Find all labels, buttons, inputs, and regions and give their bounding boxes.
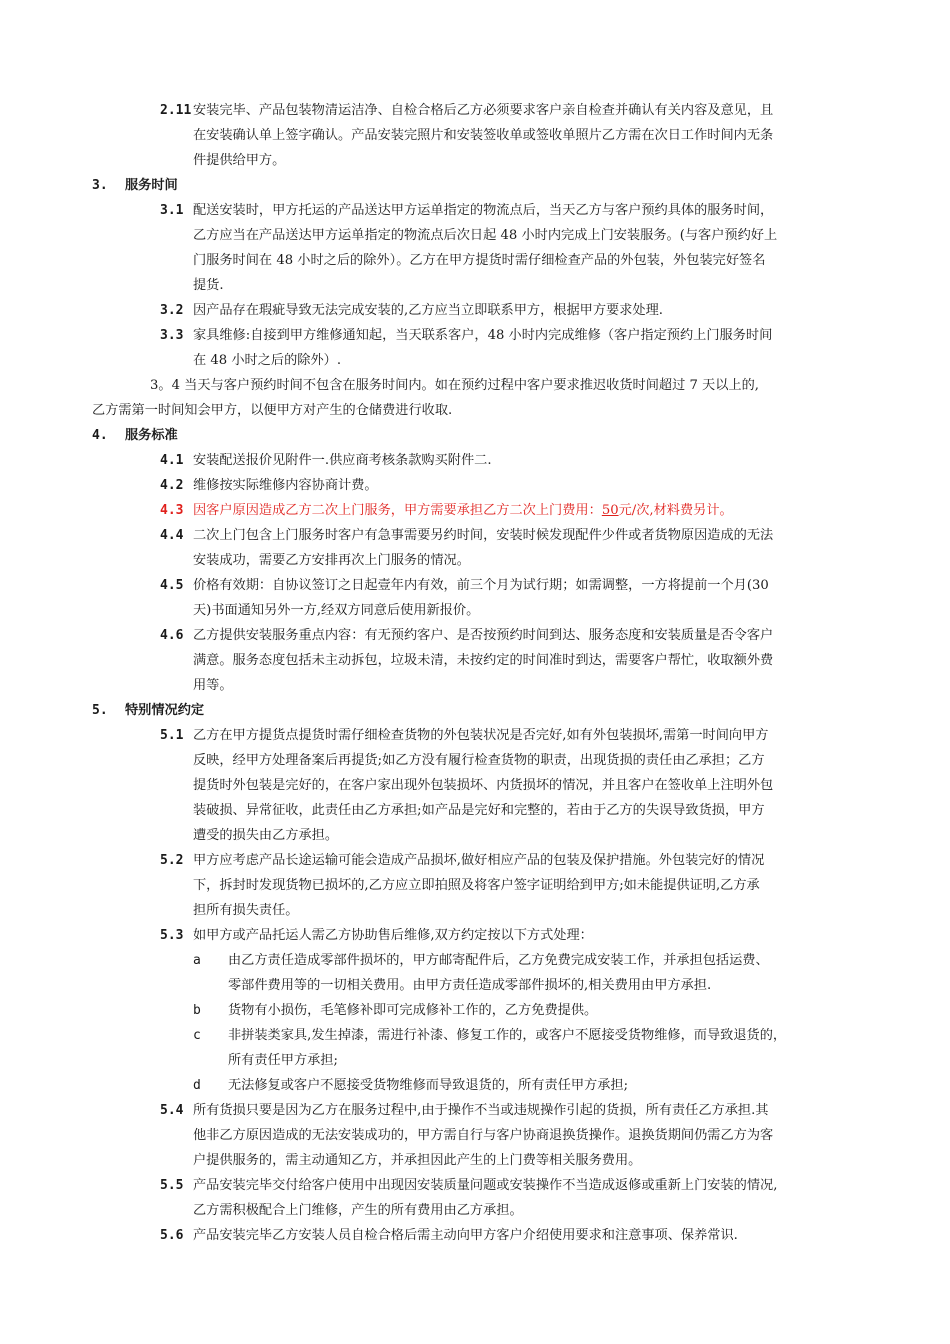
sub-item-letter: c (193, 1028, 201, 1043)
clause-text-line: 天)书面通知另外一方,经双方同意后使用新报价。 (193, 603, 480, 618)
clause-text-line: 担所有损失责任。 (193, 903, 299, 918)
clause-text-line: 他非乙方原因造成的无法安装成功的，甲方需自行与客户协商退换货操作。退换货期间仍需乙方为客 (193, 1128, 774, 1143)
fee-amount: 50 (601, 503, 619, 518)
clause-text-line: 乙方需积极配合上门维修，产生的所有费用由乙方承担。 (193, 1203, 523, 1218)
sub-item-text-line: 非拼装类家具,发生掉漆，需进行补漆、修复工作的，或客户不愿接受货物维修，而导致退货的， (228, 1028, 787, 1043)
sub-item-text-line: 货物有小损伤，毛笔修补即可完成修补工作的，乙方免费提供。 (228, 1003, 598, 1018)
section-title: 服务时间 (125, 178, 178, 193)
clause-text-line: 价格有效期：自协议签订之日起壹年内有效，前三个月为试行期；如需调整，一方将提前一个月(30 (193, 578, 769, 593)
clause-text-line: 提货. (193, 278, 224, 293)
clause-number: 5.4 (160, 1103, 184, 1118)
clause-number: 4.3 (160, 503, 184, 518)
sub-item-text-line: 由乙方责任造成零部件损坏的，甲方邮寄配件后，乙方免费完成安装工作，并承担包括运费、 (228, 953, 769, 968)
clause-text-line: 维修按实际维修内容协商计费。 (193, 478, 378, 493)
sub-item-text-line: 零部件费用等的一切相关费用。由甲方责任造成零部件损坏的,相关费用由甲方承担. (228, 978, 712, 993)
section-number: 3. (92, 178, 108, 193)
clause-text-line: 乙方提供安装服务重点内容：有无预约客户、是否按预约时间到达、服务态度和安装质量是否令客户 (193, 628, 774, 643)
clause-number: 5.2 (160, 853, 184, 868)
clause-text-line: 安装配送报价见附件一.供应商考核条款购买附件二. (193, 453, 492, 468)
sub-item-letter: d (193, 1078, 201, 1093)
clause-text-line: 满意。服务态度包括未主动拆包，垃圾未清，未按约定的时间准时到达，需要客户帮忙，收取额外费 (193, 653, 774, 668)
clause-text-line: 遭受的损失由乙方承担。 (193, 828, 339, 843)
clause-text-line: 安装成功，需要乙方安排再次上门服务的情况。 (193, 553, 470, 568)
clause-number: 2.11 (160, 103, 192, 118)
section-number: 4. (92, 428, 108, 443)
clause-text-line: 用等。 (193, 678, 233, 693)
clause-number: 4.5 (160, 578, 184, 593)
clause-text-line: 安装完毕、产品包装物清运洁净、自检合格后乙方必须要求客户亲自检查并确认有关内容及意见，且 (193, 103, 774, 118)
clause-number: 3.3 (160, 328, 184, 343)
clause-text-line: 产品安装完毕交付给客户使用中出现因安装质量问题或安装操作不当造成返修或重新上门安装的情况, (193, 1178, 778, 1193)
clause-text-line: 在安装确认单上签字确认。产品安装完照片和安装签收单或签收单照片乙方需在次日工作时间内无条 (193, 128, 774, 143)
clause-text-line: 家具维修:自接到甲方维修通知起，当天联系客户，48 小时内完成维修（客户指定预约上门服务时间 (193, 328, 773, 343)
clause-text-line: 产品安装完毕乙方安装人员自检合格后需主动向甲方客户介绍使用要求和注意事项、保养常识. (193, 1228, 738, 1243)
clause-number: 4.2 (160, 478, 184, 493)
clause-text-line: 件提供给甲方。 (193, 153, 286, 168)
clause-number: 4.6 (160, 628, 184, 643)
sub-item-letter: b (193, 1003, 201, 1018)
clause-text-line: 甲方应考虑产品长途运输可能会造成产品损坏,做好相应产品的包装及保护措施。外包装完好的情况 (193, 853, 765, 868)
clause-number: 4.4 (160, 528, 184, 543)
clause-text-line: 乙方在甲方提货点提货时需仔细检查货物的外包装状况是否完好,如有外包装损坏,需第一时间向甲方 (193, 728, 769, 743)
clause-text-line: 提货时外包装是完好的，在客户家出现外包装损坏、内货损坏的情况，并且客户在签收单上注明外包 (193, 778, 774, 793)
clause-text-line: 户提供服务的，需主动通知乙方，并承担因此产生的上门费等相关服务费用。 (193, 1153, 642, 1168)
clause-text-line: 在 48 小时之后的除外）. (193, 353, 342, 368)
highlighted-clause-text (193, 501, 733, 521)
fee-clause-text: 因客户原因造成乙方二次上门服务，甲方需要承担乙方二次上门费用： (193, 503, 602, 518)
clause-text-line: 配送安装时，甲方托运的产品送达甲方运单指定的物流点后，当天乙方与客户预约具体的服务时间， (193, 203, 774, 218)
sub-item-text-line: 无法修复或客户不愿接受货物维修而导致退货的，所有责任甲方承担; (228, 1078, 629, 1093)
clause-number: 5.3 (160, 928, 184, 943)
clause-number: 4.1 (160, 453, 184, 468)
section-title: 特别情况约定 (125, 703, 205, 718)
clause-number: 5.5 (160, 1178, 184, 1193)
section-title: 服务标准 (125, 428, 178, 443)
clause-text-line: 所有货损只要是因为乙方在服务过程中,由于操作不当或违规操作引起的货损，所有责任乙方承担.其 (193, 1103, 769, 1118)
note-text-line: 3。4 当天与客户预约时间不包含在服务时间内。如在预约过程中客户要求推迟收货时间超过 7 天以上的, (150, 378, 759, 393)
clause-text-line: 因产品存在瑕疵导致无法完成安装的,乙方应当立即联系甲方，根据甲方要求处理. (193, 303, 663, 318)
sub-item-letter: a (193, 953, 201, 968)
clause-text-line: 反映，经甲方处理备案后再提货;如乙方没有履行检查货物的职责，出现货损的责任由乙承担；乙方 (193, 753, 765, 768)
clause-text-line: 下，拆封时发现货物已损坏的,乙方应立即拍照及将客户签字证明给到甲方;如未能提供证明,乙方承 (193, 878, 760, 893)
section-number: 5. (92, 703, 108, 718)
note-text-line: 乙方需第一时间知会甲方，以便甲方对产生的仓储费进行收取. (92, 403, 453, 418)
clause-text-line: 二次上门包含上门服务时客户有急事需要另约时间，安装时候发现配件少件或者货物原因造成的无法 (193, 528, 774, 543)
fee-unit-text: 元/次,材料费另计。 (618, 503, 733, 518)
clause-number: 5.6 (160, 1228, 184, 1243)
clause-text-line: 如甲方或产品托运人需乙方协助售后维修,双方约定按以下方式处理： (193, 928, 593, 943)
clause-number: 5.1 (160, 728, 184, 743)
clause-text-line: 乙方应当在产品送达甲方运单指定的物流点后次日起 48 小时内完成上门安装服务。(与客户预约好上 (193, 228, 778, 243)
sub-item-text-line: 所有责任甲方承担; (228, 1053, 338, 1068)
clause-number: 3.2 (160, 303, 184, 318)
clause-text-line: 门服务时间在 48 小时之后的除外）。乙方在甲方提货时需仔细检查产品的外包装，外包装完好签名 (193, 253, 766, 268)
clause-text-line: 装破损、异常征收，此责任由乙方承担;如产品是完好和完整的，若由于乙方的失误导致货损，甲方 (193, 803, 765, 818)
clause-number: 3.1 (160, 203, 184, 218)
